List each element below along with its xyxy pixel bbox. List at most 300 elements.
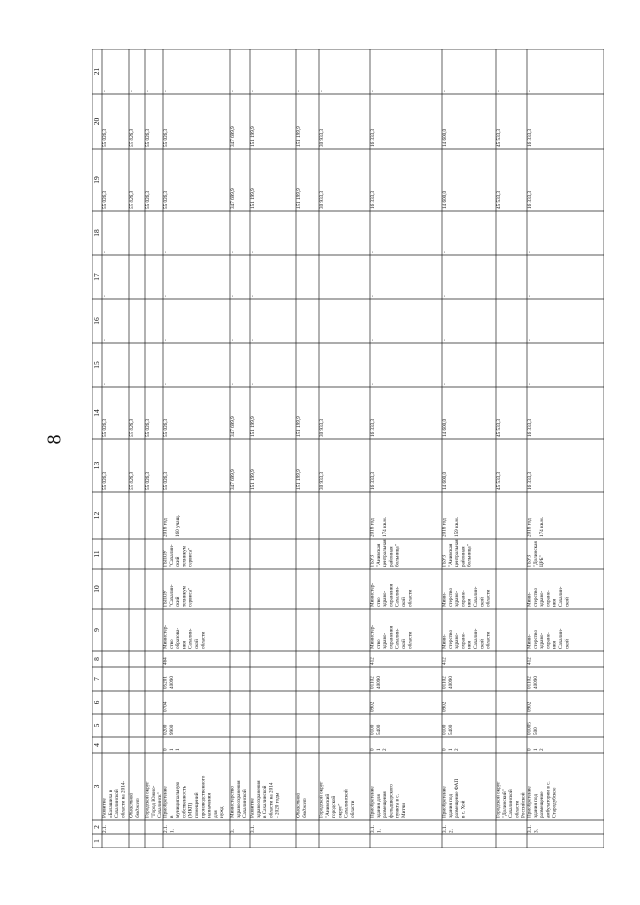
- cell-c3-line: здравоохранения: [255, 780, 262, 818]
- cell-c10-line: ния: [466, 599, 473, 607]
- value-col-21: -: [296, 90, 302, 92]
- cell-c3-line: (МКП): [187, 802, 194, 818]
- value-col-16: -: [102, 339, 108, 341]
- row-number: 3.: [230, 829, 236, 833]
- cell-c5-line: 5400: [447, 724, 454, 735]
- value-col-13: 347 699,9: [230, 469, 236, 490]
- cell-c3-line: здания под: [447, 794, 454, 818]
- cell-c10-line: здраво-: [539, 590, 546, 607]
- value-col-17: -: [370, 295, 376, 297]
- cell-c3: [162, 775, 226, 818]
- header-col-9: 9: [92, 628, 101, 632]
- cell-c9-line: охране-: [545, 632, 552, 649]
- cell-c3: [495, 782, 527, 818]
- value-col-14: 151 199,9: [296, 416, 302, 437]
- cell-c4-line: 0: [369, 748, 376, 751]
- cell-c11-line: ский: [175, 556, 182, 567]
- cell-c3-line: "Город Южно-: [150, 785, 157, 818]
- header-col-3: 3: [92, 784, 101, 789]
- cell-c9-line: Сахалин-: [473, 628, 479, 649]
- cell-c10-line: "Сахалин-: [168, 584, 175, 607]
- value-col-21: -: [129, 90, 135, 92]
- cell-c10-line: области: [407, 589, 414, 607]
- cell-c10-line: ской: [479, 597, 486, 607]
- cell-c3-line: в с. Хой: [460, 800, 467, 818]
- cell-c12: [527, 517, 546, 537]
- cell-c5-line: 9900: [168, 724, 175, 735]
- cell-c4: [163, 748, 182, 751]
- cell-c10-line: охранения: [388, 584, 395, 607]
- cell-c9-line: ния: [466, 641, 473, 649]
- cell-c7-line: 01102: [526, 676, 533, 689]
- cell-c6: [370, 701, 376, 712]
- cell-c9-line: Сахалин-: [394, 628, 401, 649]
- cell-c10-line: ский: [175, 596, 182, 607]
- cell-c9-line: здраво-: [382, 632, 389, 649]
- cell-c12-line: 2018 год: [526, 518, 533, 537]
- value-col-20: 151 199,9: [250, 126, 256, 147]
- cell-c3-line: в Сахалинской: [262, 785, 269, 818]
- header-col-4: 4: [92, 743, 101, 747]
- header-col-18: 18: [92, 229, 101, 237]
- cell-c3: [128, 793, 141, 818]
- value-col-18: -: [230, 251, 236, 253]
- value-col-14: 14 600,0: [442, 418, 448, 437]
- cell-c10-line: сервиса": [187, 587, 194, 607]
- cell-c7-line: 01102: [369, 676, 376, 689]
- value-col-20: 151 199,9: [296, 126, 302, 147]
- cell-c8-line: 412: [526, 657, 533, 665]
- cell-c10-line: Сахалин-: [394, 586, 401, 607]
- cell-c10-line: Мини-: [526, 592, 533, 607]
- value-col-13: 151 199,9: [250, 469, 256, 490]
- cell-c3-line: для: [212, 810, 219, 818]
- value-col-21: -: [102, 90, 108, 92]
- cell-c3-line: собственность: [181, 785, 188, 818]
- value-col-19: 347 699,9: [230, 188, 236, 209]
- cell-c3-line: Развитие: [249, 798, 256, 818]
- cell-c5: [370, 724, 382, 735]
- cell-c4-line: 2: [454, 748, 461, 751]
- cell-c3-line: области: [514, 800, 521, 818]
- cell-c6: [442, 701, 448, 712]
- cell-c3-line: области на 2014-: [120, 780, 127, 818]
- value-col-20: 55 026,3: [145, 128, 151, 147]
- value-col-14: 55 026,3: [102, 418, 108, 437]
- cell-c3: [318, 782, 357, 818]
- cell-c4-line: 1: [168, 748, 175, 751]
- value-col-21: -: [230, 90, 236, 92]
- cell-c10-line: стерство: [447, 587, 454, 607]
- cell-c9-line: области: [485, 631, 492, 649]
- value-col-14: 55 026,3: [163, 418, 169, 437]
- cell-c3-line: пункта в с.: [394, 794, 401, 818]
- value-col-19: 14 600,0: [442, 190, 448, 209]
- header-col-19: 19: [92, 176, 101, 184]
- cell-c8: [163, 657, 169, 665]
- row-number: 2.1.: [102, 825, 108, 833]
- cell-c5: [442, 724, 454, 735]
- value-col-14: 55 026,3: [145, 418, 151, 437]
- value-col-16: -: [370, 339, 376, 341]
- cell-c10-line: Мини-: [441, 592, 448, 607]
- cell-c12: [370, 517, 389, 537]
- cell-c9-line: стерство: [447, 629, 454, 649]
- cell-c11-line: сервиса": [187, 547, 194, 567]
- cell-c3-line: округ": [337, 803, 344, 818]
- cell-c4-line: 2: [382, 748, 389, 751]
- value-col-20: 55 026,3: [163, 128, 169, 147]
- cell-c8-line: 412: [369, 657, 376, 665]
- cell-c3: [526, 781, 558, 818]
- cell-c3-line: Сахалинской: [343, 789, 350, 818]
- header-col-10: 10: [92, 585, 101, 593]
- cell-c3-line: бюджет: [134, 798, 141, 818]
- cell-c3-line: Городской округ: [495, 781, 502, 818]
- cell-c3-line: городской: [331, 795, 338, 818]
- cell-c3-line: в: [168, 815, 175, 818]
- cell-c11: [163, 544, 194, 567]
- value-col-18: -: [250, 251, 256, 253]
- value-col-19: 55 026,3: [163, 190, 169, 209]
- cell-c3: [295, 793, 308, 818]
- cell-c3-line: Министерство: [229, 786, 236, 818]
- value-col-13: 55 026,3: [129, 471, 135, 490]
- cell-c3-line: Сахалинской: [114, 789, 121, 818]
- cell-c10: [527, 586, 571, 607]
- cell-c10-line: ской: [401, 597, 407, 607]
- cell-c11-line: ЦРБ": [539, 555, 546, 567]
- header-col-7: 7: [92, 677, 101, 681]
- cell-c9: [163, 625, 207, 649]
- value-col-17: -: [163, 295, 169, 297]
- cell-c3-line: «Балашиха в: [107, 789, 114, 818]
- cell-c9-line: Мини-: [441, 634, 448, 649]
- cell-c6: [163, 701, 169, 712]
- cell-c3-line: области: [350, 800, 356, 818]
- cell-c10-line: охране-: [460, 590, 467, 607]
- value-col-16: -: [250, 339, 256, 341]
- cell-c9-line: ской: [401, 639, 407, 649]
- cell-c9-line: ской: [479, 639, 486, 649]
- row-number: 2.1.: [163, 825, 169, 833]
- header-col-5: 5: [92, 723, 101, 728]
- value-col-17: -: [442, 295, 448, 297]
- cell-c4-line: 1: [375, 748, 382, 751]
- cell-c9-line: Сахалин-: [558, 628, 564, 649]
- value-col-20: 16 333,3: [370, 128, 376, 147]
- cell-c10-line: ГБПОУ: [162, 590, 169, 607]
- row-number: 1.: [169, 829, 176, 833]
- cell-c12-line: 2018 год: [369, 518, 376, 537]
- cell-c7-line: 05201: [162, 676, 169, 689]
- cell-c3-line: бюджет: [301, 798, 308, 818]
- cell-c5-line: 0200: [162, 724, 169, 735]
- value-col-20: 14 600,0: [442, 128, 448, 147]
- header-col-8: 8: [92, 657, 101, 661]
- cell-c3-line: Российской: [520, 792, 527, 818]
- value-col-15: -: [230, 383, 236, 385]
- value-col-19: 55 026,3: [145, 190, 151, 209]
- cell-c7: [442, 676, 454, 689]
- cell-c10-line: ской: [564, 597, 571, 607]
- cell-c3-line: фельдшерского: [388, 784, 395, 818]
- value-col-14: 347 699,9: [230, 416, 236, 437]
- cell-c3-line: Развитие: [101, 798, 108, 818]
- cell-c10-line: Сахалин-: [473, 586, 479, 607]
- value-col-17: -: [230, 295, 236, 297]
- cell-c4-line: 1: [447, 748, 454, 751]
- value-col-15: -: [442, 383, 448, 385]
- cell-c11: [527, 541, 546, 567]
- cell-c11-line: больница": [466, 544, 473, 567]
- cell-c3-line: Сахалинск": [157, 792, 164, 818]
- cell-c6-line: 0902: [369, 701, 376, 712]
- cell-c3-line: Приобретение: [526, 786, 533, 818]
- header-col-2: 2: [92, 825, 101, 829]
- value-col-20: 347 699,9: [230, 126, 236, 147]
- cell-c9-line: охране-: [460, 632, 467, 649]
- cell-c5-line: 0100: [441, 724, 448, 735]
- header-col-12: 12: [92, 511, 101, 520]
- cell-c11-line: "Долинская: [532, 541, 539, 567]
- cell-c8-line: 464: [162, 657, 169, 665]
- header-col-11: 11: [92, 550, 101, 558]
- header-col-17: 17: [92, 273, 101, 281]
- cell-c10-line: Министер-: [369, 582, 376, 607]
- cell-c8: [527, 657, 533, 665]
- value-col-21: -: [250, 90, 256, 92]
- value-col-21: -: [319, 90, 325, 92]
- cell-c8: [370, 657, 376, 665]
- row-number: 1.: [376, 829, 383, 833]
- cell-c9-line: Сахалин-: [187, 628, 194, 649]
- budget-table: [92, 49, 604, 848]
- cell-c5: [163, 724, 175, 735]
- cell-c5-line: 0100: [369, 724, 376, 735]
- cell-c12-line: 2018 год: [162, 518, 169, 537]
- cell-c4: [442, 748, 461, 751]
- cell-c11-line: центральная: [454, 539, 461, 567]
- value-col-18: -: [527, 251, 533, 253]
- cell-c3-line: амбулатории в с.: [545, 781, 552, 818]
- cell-c3-line: Областной: [128, 793, 135, 818]
- value-col-15: -: [250, 383, 256, 385]
- cell-c11-line: районная: [388, 546, 395, 567]
- value-col-13: 55 026,3: [163, 471, 169, 490]
- header-col-1: 1: [92, 839, 101, 843]
- cell-c11-line: техникум: [181, 546, 188, 567]
- value-col-16: -: [230, 339, 236, 341]
- value-col-19: 16 333,3: [527, 190, 533, 209]
- row-number: 3.1.: [250, 825, 256, 833]
- value-col-21: -: [145, 90, 151, 92]
- cell-c12-line: 2018 год: [441, 518, 448, 537]
- cell-c3-line: здания для: [375, 794, 382, 818]
- page-number: 8: [43, 434, 66, 445]
- cell-c11-line: районная: [460, 546, 467, 567]
- cell-c9-line: Мини-: [526, 634, 533, 649]
- cell-c3-line: Приобретение: [162, 786, 169, 818]
- row-number: 3.1.: [370, 825, 376, 833]
- header-col-13: 13: [92, 461, 101, 470]
- cell-c10-line: техникум: [181, 586, 188, 607]
- cell-c10-line: Сахалин-: [558, 586, 564, 607]
- value-col-13: 30 933,3: [319, 471, 325, 490]
- row-number: 3.1.: [442, 825, 448, 833]
- cell-c3-line: Стародубское: [551, 787, 558, 818]
- header-col-6: 6: [92, 700, 101, 705]
- cell-c3-line: области на 2014: [268, 782, 275, 818]
- cell-c12: [163, 515, 182, 537]
- cell-c9-line: ния: [181, 641, 188, 649]
- cell-c3-line: нужд: [219, 806, 226, 818]
- value-col-19: 45 533,3: [496, 190, 502, 209]
- cell-c11-line: ГБУЗ: [369, 555, 376, 567]
- cell-c12: [442, 517, 461, 537]
- cell-c11-line: центральная: [382, 539, 389, 567]
- cell-c12-line: 159 кв.м.: [454, 517, 461, 537]
- cell-c11: [370, 539, 401, 567]
- cell-c3-line: Приобретение: [369, 786, 376, 818]
- value-col-19: 16 333,3: [370, 190, 376, 209]
- value-col-21: -: [496, 90, 502, 92]
- cell-c11-line: больница": [394, 544, 401, 567]
- header-col-16: 16: [92, 317, 101, 325]
- cell-c7: [163, 676, 175, 689]
- value-col-20: 16 333,3: [527, 128, 533, 147]
- value-col-15: -: [163, 383, 169, 385]
- value-col-17: -: [102, 295, 108, 297]
- cell-c6-line: 0902: [441, 701, 448, 712]
- cell-c7: [370, 676, 382, 689]
- value-col-14: 45 533,3: [496, 418, 502, 437]
- cell-c3-line: здравоохранения: [235, 780, 242, 818]
- value-col-16: -: [163, 339, 169, 341]
- value-col-19: 55 026,3: [129, 190, 135, 209]
- row-number: 2.: [448, 829, 455, 833]
- value-col-21: -: [370, 90, 376, 92]
- cell-c9: [442, 628, 492, 649]
- cell-c9-line: Министер-: [369, 624, 376, 649]
- cell-c3-line: назначения: [206, 793, 213, 818]
- cell-c10-line: охране-: [545, 590, 552, 607]
- cell-c11-line: "Анивская: [375, 543, 382, 567]
- cell-c11: [442, 539, 473, 567]
- cell-c10-line: здраво-: [382, 590, 389, 607]
- cell-c5-line: 5400: [375, 724, 382, 735]
- cell-c8: [442, 657, 448, 665]
- cell-c6-line: 0902: [526, 701, 533, 712]
- cell-c9-line: ство: [168, 639, 175, 649]
- cell-c12-line: 174 кв.м.: [539, 517, 546, 537]
- value-col-14: 16 333,3: [527, 418, 533, 437]
- cell-c10-line: области: [485, 589, 492, 607]
- cell-c9-line: ство: [375, 639, 382, 649]
- cell-c3: [369, 784, 408, 818]
- row-number: 3.1.: [527, 825, 533, 833]
- cell-c10-line: здраво-: [454, 590, 461, 607]
- value-col-15: -: [527, 383, 533, 385]
- cell-c4-line: 1: [175, 748, 182, 751]
- cell-c3-line: муниципальную: [175, 781, 182, 818]
- cell-c5-line: 500: [532, 727, 539, 735]
- cell-c10: [163, 584, 194, 607]
- value-col-14: 16 333,3: [370, 418, 376, 437]
- value-col-15: -: [370, 383, 376, 385]
- cell-c9-line: ния: [551, 641, 558, 649]
- value-col-18: -: [370, 251, 376, 253]
- value-col-14: 151 199,9: [250, 416, 256, 437]
- value-col-19: 151 199,9: [250, 188, 256, 209]
- value-col-21: -: [527, 90, 533, 92]
- value-col-13: 151 199,9: [296, 469, 302, 490]
- cell-c4-line: 1: [532, 748, 539, 751]
- cell-c9: [527, 628, 571, 649]
- value-col-13: 16 333,3: [527, 471, 533, 490]
- cell-c9-line: здраво-: [454, 632, 461, 649]
- value-col-18: -: [102, 251, 108, 253]
- value-col-20: 55 026,3: [102, 128, 108, 147]
- value-col-13: 55 026,3: [145, 471, 151, 490]
- value-col-13: 16 333,3: [370, 471, 376, 490]
- cell-c3-line: помещений: [194, 792, 200, 818]
- value-col-14: 30 933,3: [319, 418, 325, 437]
- cell-c5: [527, 722, 539, 735]
- cell-c3-line: здания под: [532, 794, 539, 818]
- value-col-18: -: [442, 251, 448, 253]
- header-col-20: 20: [92, 117, 101, 126]
- cell-c12-line: 160 учащ.: [175, 515, 182, 537]
- value-col-13: 55 026,3: [102, 471, 108, 490]
- cell-c9-line: ской: [194, 639, 200, 649]
- cell-c3: [250, 780, 281, 818]
- cell-c10: [370, 583, 414, 607]
- cell-c7-line: 40090: [447, 676, 454, 689]
- row-number: 3.: [533, 829, 540, 833]
- cell-c9-line: охранения: [388, 626, 395, 649]
- value-col-20: 45 533,3: [496, 128, 502, 147]
- cell-c10-line: ния: [551, 599, 558, 607]
- value-col-21: -: [442, 90, 448, 92]
- cell-c3-line: Областной: [295, 793, 302, 818]
- value-col-17: -: [527, 295, 533, 297]
- cell-c7: [527, 676, 539, 689]
- value-col-18: -: [163, 251, 169, 253]
- cell-c6-line: 0704: [162, 701, 169, 712]
- cell-c3: [230, 780, 249, 818]
- cell-c11-line: ГБПОУ: [162, 550, 169, 567]
- cell-c11-line: "Сахалин-: [168, 544, 175, 567]
- cell-c11-line: ГБУЗ: [441, 555, 448, 567]
- cell-c3-line: Сахалинской: [242, 789, 249, 818]
- value-col-16: -: [442, 339, 448, 341]
- cell-c5-line: 01005: [526, 722, 533, 735]
- cell-c4-line: 0: [441, 748, 448, 751]
- cell-c4-line: 0: [162, 748, 169, 751]
- cell-c4-line: 0: [526, 748, 533, 751]
- cell-c3: [102, 781, 127, 818]
- cell-c3: [144, 782, 164, 818]
- value-col-21: -: [163, 90, 169, 92]
- cell-c9-line: образова-: [175, 627, 182, 649]
- cell-c3-line: Митчи: [401, 802, 407, 818]
- cell-c3-line: "Анивский: [324, 793, 331, 818]
- cell-c10-line: ство: [375, 597, 382, 607]
- cell-c9: [370, 625, 414, 649]
- cell-c4-line: 2: [539, 748, 546, 751]
- cell-c3-line: "Долинский": [501, 789, 508, 818]
